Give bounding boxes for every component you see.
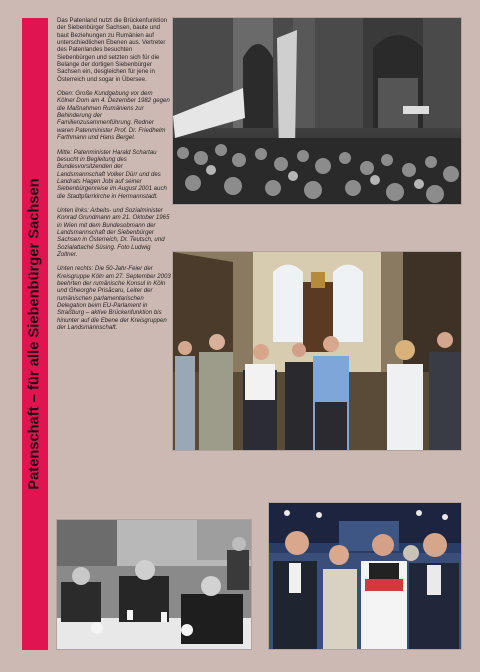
photo-reception-cologne	[269, 503, 461, 649]
caption-top: Oben: Große Kundgebung vor dem Kölner Dom am 4. Dezember 1982 gegen die Maßnahmen Rumäniens zur Behinderung der Familienzusammenführung. Redner waren Patenminister Prof. Dr. Friedhelm Farthmann und Hans Bergel.	[57, 90, 170, 142]
caption-bottom-right: Unten rechts: Die 50-Jahr-Feier der Kreisgruppe Köln am 27. September 2003 beehrten der rumänische Konsul in Köln und Gheorghe Prisăcaru, Leiter der rumänischen parlamentarischen Delegation beim EU-Parlament in Straßburg – aktive Brückenfunktion bis hinunter auf die Ebene der Kreisgruppen der Landsmannschaft.	[57, 265, 171, 332]
photo-rally-cologne-cathedral	[173, 18, 461, 204]
caption-bottom-left: Unten links: Arbeits- und Sozialminister Konrad Grundmann am 21. Oktober 1965 in Wien mit dem Bundesobmann der Landsmannschaft der Siebenbürger Sachsen in Österreich, Dr. Teutsch, und Sozialattaché Süsing. Foto Ludwig Zoltner.	[57, 206, 170, 258]
intro-paragraph: Das Patenland nutzt die Brückenfunktion der Siebenbürger Sachsen, baute und baut Beziehungen zu Rumänien auf unterschiedlichen Ebenen aus. Vertreter des Patenlandes besuchten Siebenbürgen und setzten sich für die Belange der dortigen Siebenbürger Sachsen ein, desgleichen für jene in Österreich und sogar in Übersee.	[57, 17, 168, 83]
page-title: Patenschaft – für alle Siebenbürger Sachsen	[27, 178, 44, 490]
text-column	[57, 17, 171, 338]
caption-middle: Mitte: Patenminister Harald Schartau besucht in Begleitung des Bundesvorsitzenden der Landsmannschaft Volker Dürr und des Landrats Hagen Jobi auf seiner Siebenbürgenreise im August 2001 auch die Stadtpfarrkirche in Hermannstadt.	[57, 148, 167, 200]
sidebar-banner	[22, 18, 48, 650]
photo-dinner-vienna	[57, 520, 251, 649]
photo-church-hermannstadt	[173, 252, 461, 450]
